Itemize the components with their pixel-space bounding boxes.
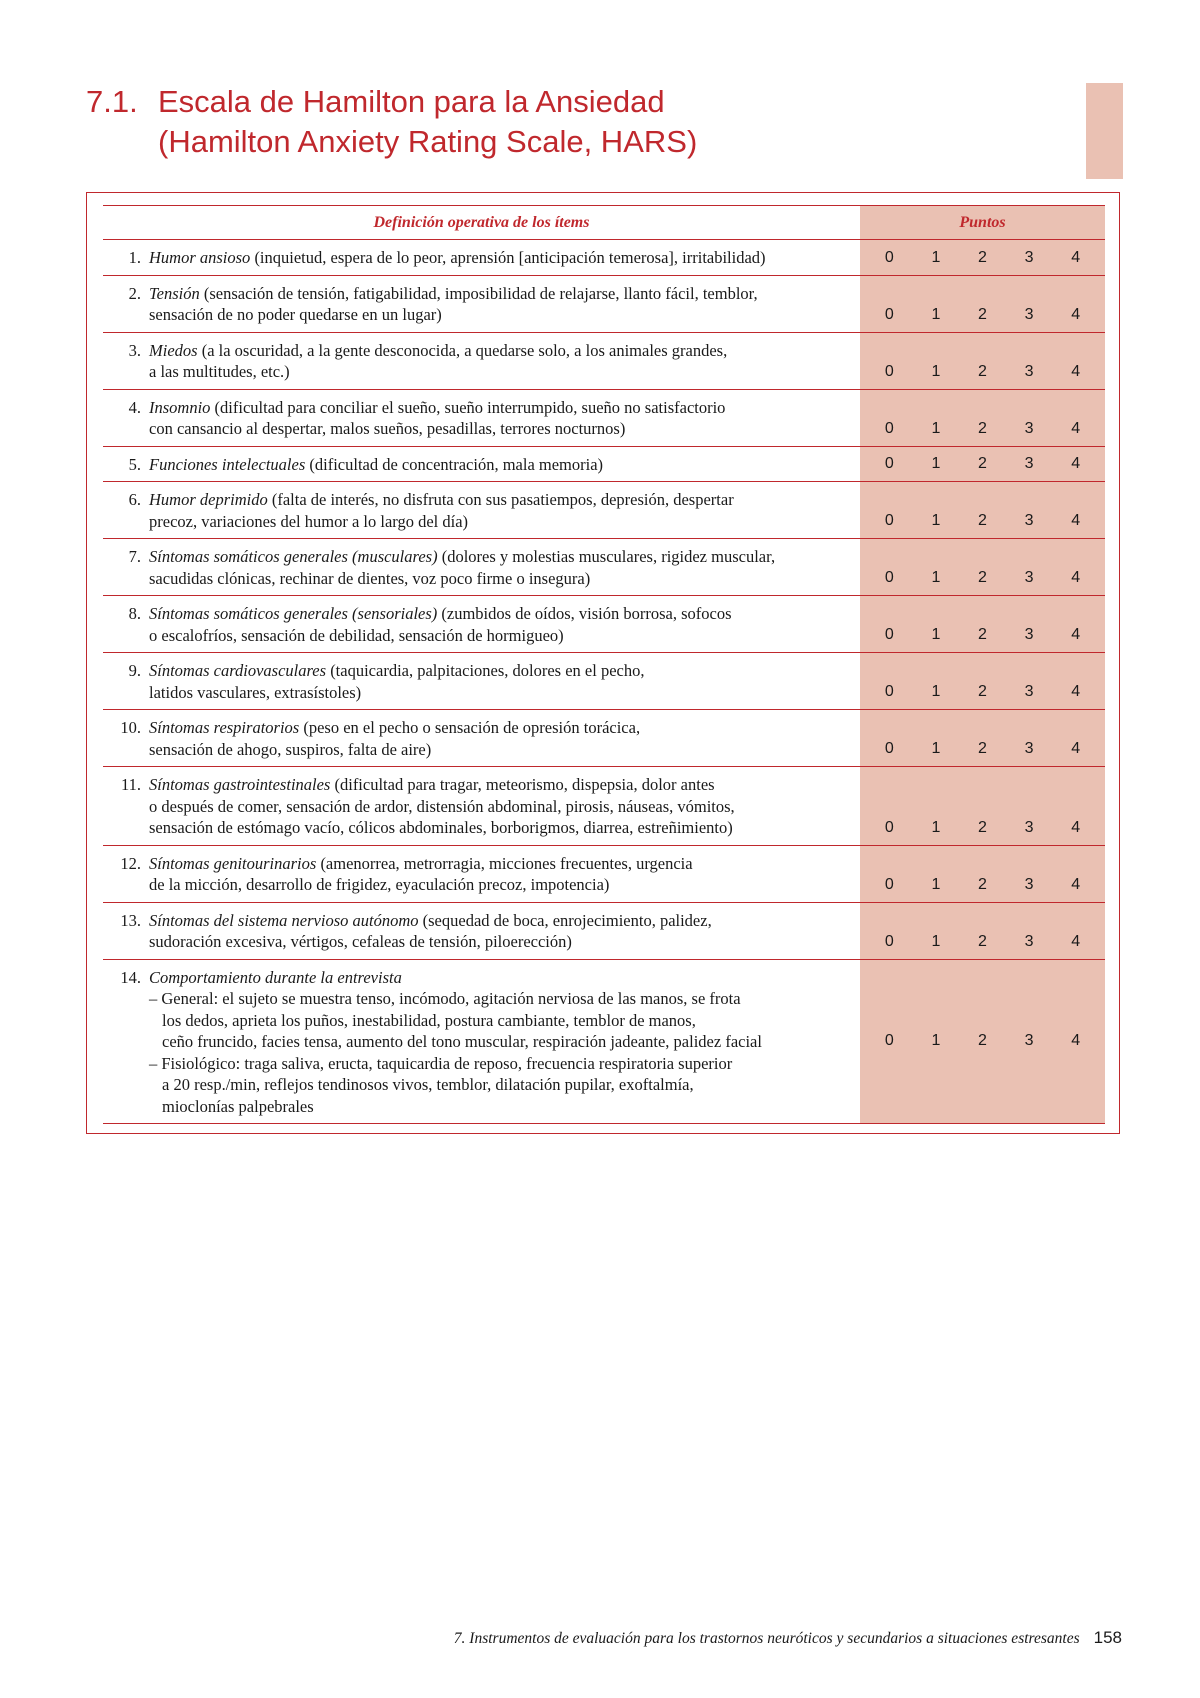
item-definition bbox=[103, 446, 860, 482]
score-2[interactable]: 2 bbox=[978, 932, 987, 950]
item-block bbox=[103, 454, 860, 476]
score-options bbox=[860, 626, 1105, 652]
bullet-line: los dedos, aprieta los puños, inestabilidad, postura cambiante, temblor de manos, bbox=[162, 1010, 696, 1030]
score-2[interactable]: 2 bbox=[978, 248, 987, 266]
score-options bbox=[860, 306, 1105, 332]
score-1[interactable]: 1 bbox=[931, 455, 941, 472]
score-0[interactable]: 0 bbox=[884, 362, 894, 380]
item-block bbox=[103, 283, 860, 326]
item-definition bbox=[103, 596, 860, 653]
item-definition bbox=[103, 653, 860, 710]
item-block bbox=[103, 910, 860, 953]
score-2[interactable]: 2 bbox=[978, 683, 987, 700]
page-number: 158 bbox=[1093, 1628, 1122, 1647]
item-definition bbox=[103, 482, 860, 539]
item-definition bbox=[103, 959, 860, 1124]
score-3[interactable]: 3 bbox=[1024, 305, 1034, 323]
score-3[interactable]: 3 bbox=[1024, 1032, 1034, 1050]
item-number: 8. bbox=[128, 604, 141, 623]
score-0[interactable]: 0 bbox=[884, 683, 894, 700]
points-header: Puntos bbox=[860, 206, 1105, 240]
item-text bbox=[149, 717, 860, 760]
item-desc-line: con cansancio al despertar, malos sueños, pesadillas, terrores nocturnos) bbox=[149, 419, 626, 438]
item-block bbox=[103, 967, 860, 1118]
hars-table bbox=[103, 205, 1105, 1124]
score-0[interactable]: 0 bbox=[884, 569, 894, 586]
table-row bbox=[103, 332, 1105, 389]
table-body bbox=[103, 240, 1105, 1124]
item-name: Síntomas somáticos generales (musculares) bbox=[149, 547, 438, 566]
score-2[interactable]: 2 bbox=[978, 455, 987, 472]
item-text bbox=[149, 397, 860, 440]
item-text bbox=[149, 546, 860, 589]
item-desc-line: sacudidas clónicas, rechinar de dientes, voz poco firme o insegura) bbox=[149, 568, 591, 588]
score-3[interactable]: 3 bbox=[1024, 683, 1034, 700]
item-text bbox=[149, 660, 860, 703]
item-number: 12. bbox=[120, 853, 141, 873]
bullet-line: – Fisiológico: traga saliva, eructa, taquicardia de reposo, frecuencia respiratoria superior bbox=[149, 1053, 733, 1073]
table-row bbox=[103, 389, 1105, 446]
score-options bbox=[860, 363, 1105, 389]
title-line-1: Escala de Hamilton para la Ansiedad bbox=[158, 84, 665, 119]
table-row bbox=[103, 240, 1105, 276]
item-points bbox=[860, 389, 1105, 446]
item-text bbox=[149, 247, 860, 269]
score-2[interactable]: 2 bbox=[978, 875, 987, 893]
table-row bbox=[103, 959, 1105, 1124]
item-number: 13. bbox=[120, 910, 141, 930]
score-0[interactable]: 0 bbox=[884, 512, 894, 529]
score-options bbox=[860, 512, 1105, 538]
item-desc: (dificultad de concentración, mala memoria) bbox=[305, 454, 604, 474]
item-line bbox=[149, 910, 860, 932]
item-name: Síntomas somáticos generales (sensoriales) bbox=[149, 604, 438, 623]
item-number: 9. bbox=[128, 661, 141, 680]
score-2[interactable]: 2 bbox=[978, 626, 987, 643]
score-3[interactable]: 3 bbox=[1024, 875, 1034, 893]
score-1[interactable]: 1 bbox=[931, 740, 941, 757]
item-desc: (dolores y molestias musculares, rigidez muscular, bbox=[437, 547, 776, 566]
score-1[interactable]: 1 bbox=[931, 305, 941, 323]
table-row bbox=[103, 482, 1105, 539]
score-4[interactable]: 4 bbox=[1071, 305, 1081, 323]
item-line bbox=[149, 397, 860, 419]
score-1[interactable]: 1 bbox=[931, 683, 941, 700]
item-number: 10. bbox=[120, 718, 141, 737]
item-block bbox=[103, 774, 860, 839]
item-block bbox=[103, 660, 860, 703]
item-number: 3. bbox=[128, 340, 141, 360]
score-1[interactable]: 1 bbox=[931, 932, 941, 950]
score-1[interactable]: 1 bbox=[931, 512, 941, 529]
score-options bbox=[860, 819, 1105, 845]
item-desc: (taquicardia, palpitaciones, dolores en el pecho, bbox=[326, 661, 645, 680]
item-line bbox=[149, 340, 860, 362]
item-desc: (peso en el pecho o sensación de opresión torácica, bbox=[299, 718, 641, 737]
item-points bbox=[860, 767, 1105, 846]
item-desc: (amenorrea, metrorragia, micciones frecuentes, urgencia bbox=[316, 853, 693, 873]
item-line bbox=[149, 660, 860, 682]
item-points bbox=[860, 902, 1105, 959]
score-0[interactable]: 0 bbox=[884, 248, 894, 266]
item-desc-line: o después de comer, sensación de ardor, distensión abdominal, pirosis, náuseas, vómitos, bbox=[149, 796, 735, 816]
bullet-line: mioclonías palpebrales bbox=[162, 1096, 314, 1116]
item-block bbox=[103, 546, 860, 589]
item-line bbox=[149, 283, 860, 305]
item-desc-line: precoz, variaciones del humor a lo largo del día) bbox=[149, 511, 469, 531]
score-1[interactable]: 1 bbox=[931, 248, 941, 266]
score-4[interactable]: 4 bbox=[1071, 569, 1081, 586]
table-header-row bbox=[103, 206, 1105, 240]
item-definition bbox=[103, 275, 860, 332]
item-definition bbox=[103, 539, 860, 596]
score-1[interactable]: 1 bbox=[931, 875, 941, 893]
item-text bbox=[149, 283, 860, 326]
table-row bbox=[103, 902, 1105, 959]
item-line bbox=[149, 774, 860, 796]
score-4[interactable]: 4 bbox=[1071, 512, 1081, 529]
score-0[interactable]: 0 bbox=[884, 305, 894, 323]
table-row bbox=[103, 539, 1105, 596]
item-name: Síntomas genitourinarios bbox=[149, 853, 317, 873]
score-0[interactable]: 0 bbox=[884, 932, 894, 950]
title-line-2: (Hamilton Anxiety Rating Scale, HARS) bbox=[158, 124, 698, 159]
item-line bbox=[149, 603, 860, 625]
score-options bbox=[860, 569, 1105, 595]
item-desc-line: latidos vasculares, extrasístoles) bbox=[149, 682, 362, 702]
item-name: Síntomas respiratorios bbox=[149, 718, 300, 737]
score-0[interactable]: 0 bbox=[884, 875, 894, 893]
score-0[interactable]: 0 bbox=[884, 818, 894, 836]
item-name: Síntomas del sistema nervioso autónomo bbox=[149, 910, 419, 930]
item-definition bbox=[103, 240, 860, 276]
item-points bbox=[860, 482, 1105, 539]
score-options bbox=[860, 933, 1105, 959]
score-4[interactable]: 4 bbox=[1071, 818, 1081, 836]
scale-frame bbox=[86, 192, 1120, 1134]
item-name: Síntomas gastrointestinales bbox=[149, 775, 331, 794]
score-options bbox=[860, 876, 1105, 902]
score-3[interactable]: 3 bbox=[1024, 248, 1034, 266]
score-3[interactable]: 3 bbox=[1024, 818, 1034, 836]
chapter-tab bbox=[1086, 83, 1123, 179]
score-4[interactable]: 4 bbox=[1071, 248, 1081, 266]
item-line bbox=[149, 546, 860, 568]
score-4[interactable]: 4 bbox=[1071, 740, 1081, 757]
item-desc-line: a las multitudes, etc.) bbox=[149, 362, 290, 381]
item-definition bbox=[103, 845, 860, 902]
item-points bbox=[860, 596, 1105, 653]
bullet-line: a 20 resp./min, reflejos tendinosos vivos, temblor, dilatación pupilar, exoftalmía, bbox=[162, 1075, 694, 1094]
item-definition bbox=[103, 710, 860, 767]
score-3[interactable]: 3 bbox=[1024, 455, 1034, 472]
item-line bbox=[149, 967, 860, 989]
item-name: Miedos bbox=[149, 340, 198, 360]
item-number: 6. bbox=[128, 490, 141, 509]
table-row bbox=[103, 275, 1105, 332]
score-3[interactable]: 3 bbox=[1024, 419, 1034, 437]
item-points bbox=[860, 653, 1105, 710]
item-text bbox=[149, 603, 860, 646]
item-definition bbox=[103, 332, 860, 389]
score-3[interactable]: 3 bbox=[1024, 626, 1034, 643]
item-text bbox=[149, 853, 860, 896]
score-0[interactable]: 0 bbox=[884, 419, 894, 437]
score-3[interactable]: 3 bbox=[1024, 512, 1034, 529]
score-0[interactable]: 0 bbox=[884, 1032, 894, 1050]
item-name: Insomnio bbox=[149, 397, 211, 417]
item-block bbox=[103, 397, 860, 440]
item-definition bbox=[103, 767, 860, 846]
item-desc-line: de la micción, desarrollo de frigidez, eyaculación precoz, impotencia) bbox=[149, 875, 610, 894]
score-4[interactable]: 4 bbox=[1071, 362, 1081, 380]
score-1[interactable]: 1 bbox=[931, 362, 941, 380]
item-text bbox=[149, 774, 860, 839]
item-number: 14. bbox=[120, 967, 141, 987]
item-points bbox=[860, 240, 1105, 276]
item-desc: (dificultad para conciliar el sueño, sueño interrumpido, sueño no satisfactorio bbox=[210, 397, 726, 417]
score-1[interactable]: 1 bbox=[931, 569, 941, 586]
score-options bbox=[860, 249, 1105, 275]
item-block bbox=[103, 603, 860, 646]
score-options bbox=[860, 740, 1105, 766]
item-number: 1. bbox=[128, 248, 141, 267]
table-row bbox=[103, 596, 1105, 653]
item-line bbox=[149, 853, 860, 875]
item-name: Comportamiento durante la entrevista bbox=[149, 967, 402, 987]
score-0[interactable]: 0 bbox=[884, 740, 894, 757]
item-text bbox=[149, 967, 860, 1118]
definition-header: Definición operativa de los ítems bbox=[103, 206, 860, 240]
score-2[interactable]: 2 bbox=[978, 1032, 987, 1050]
score-options bbox=[860, 683, 1105, 709]
score-1[interactable]: 1 bbox=[931, 1032, 941, 1050]
item-block bbox=[103, 489, 860, 532]
table-row bbox=[103, 446, 1105, 482]
item-desc-line: sudoración excesiva, vértigos, cefaleas de tensión, piloerección) bbox=[149, 932, 572, 951]
score-2[interactable]: 2 bbox=[978, 569, 987, 586]
page-title bbox=[86, 82, 697, 162]
item-points bbox=[860, 332, 1105, 389]
score-4[interactable]: 4 bbox=[1071, 932, 1081, 950]
page-footer bbox=[330, 1628, 1122, 1648]
item-block bbox=[103, 340, 860, 383]
score-4[interactable]: 4 bbox=[1071, 1032, 1081, 1050]
table-row bbox=[103, 653, 1105, 710]
item-name: Humor ansioso bbox=[149, 248, 251, 267]
item-number: 4. bbox=[128, 397, 141, 417]
bullet-line: – General: el sujeto se muestra tenso, incómodo, agitación nerviosa de las manos, se frota bbox=[149, 989, 741, 1008]
item-desc: (dificultad para tragar, meteorismo, dispepsia, dolor antes bbox=[330, 775, 715, 794]
score-3[interactable]: 3 bbox=[1024, 362, 1034, 380]
item-points bbox=[860, 845, 1105, 902]
item-number: 2. bbox=[128, 283, 141, 303]
table-row bbox=[103, 710, 1105, 767]
score-1[interactable]: 1 bbox=[931, 626, 941, 643]
item-name: Tensión bbox=[149, 283, 200, 303]
item-points bbox=[860, 710, 1105, 767]
item-text bbox=[149, 340, 860, 383]
item-desc-line: sensación de no poder quedarse en un lugar) bbox=[149, 305, 442, 324]
item-number: 11. bbox=[120, 775, 141, 794]
item-definition bbox=[103, 902, 860, 959]
item-block bbox=[103, 247, 860, 269]
item-name: Humor deprimido bbox=[149, 490, 268, 509]
score-4[interactable]: 4 bbox=[1071, 875, 1081, 893]
score-4[interactable]: 4 bbox=[1071, 683, 1081, 700]
item-line bbox=[149, 489, 860, 511]
score-2[interactable]: 2 bbox=[978, 818, 987, 836]
item-block bbox=[103, 717, 860, 760]
bullet-line: ceño fruncido, facies tensa, aumento del tono muscular, respiración jadeante, palidez facial bbox=[162, 1032, 762, 1051]
item-desc-line: sensación de ahogo, suspiros, falta de aire) bbox=[149, 739, 432, 759]
table-row bbox=[103, 767, 1105, 846]
item-points bbox=[860, 959, 1105, 1124]
score-1[interactable]: 1 bbox=[931, 818, 941, 836]
score-4[interactable]: 4 bbox=[1071, 626, 1081, 643]
item-line bbox=[149, 247, 860, 269]
item-desc: (inquietud, espera de lo peor, aprensión [anticipación temerosa], irritabilidad) bbox=[250, 248, 766, 267]
item-block bbox=[103, 853, 860, 896]
score-0[interactable]: 0 bbox=[884, 455, 894, 472]
score-4[interactable]: 4 bbox=[1071, 455, 1081, 472]
item-desc: (sensación de tensión, fatigabilidad, imposibilidad de relajarse, llanto fácil, temblor, bbox=[199, 283, 758, 303]
score-3[interactable]: 3 bbox=[1024, 569, 1034, 586]
item-name: Síntomas cardiovasculares bbox=[149, 661, 327, 680]
score-2[interactable]: 2 bbox=[978, 305, 987, 323]
score-options bbox=[860, 455, 1105, 481]
item-desc: (sequedad de boca, enrojecimiento, palidez, bbox=[418, 910, 712, 930]
item-desc: (falta de interés, no disfruta con sus pasatiempos, depresión, despertar bbox=[267, 490, 734, 509]
item-line bbox=[149, 717, 860, 739]
score-0[interactable]: 0 bbox=[884, 626, 894, 643]
score-3[interactable]: 3 bbox=[1024, 740, 1034, 757]
item-text bbox=[149, 910, 860, 953]
score-2[interactable]: 2 bbox=[978, 362, 987, 380]
score-3[interactable]: 3 bbox=[1024, 932, 1034, 950]
item-name: Funciones intelectuales bbox=[149, 454, 306, 474]
table-row bbox=[103, 845, 1105, 902]
score-2[interactable]: 2 bbox=[978, 740, 987, 757]
item-text bbox=[149, 489, 860, 532]
score-2[interactable]: 2 bbox=[978, 419, 987, 437]
section-number: 7.1. bbox=[86, 84, 138, 119]
item-desc: (a la oscuridad, a la gente desconocida, a quedarse solo, a los animales grandes, bbox=[197, 340, 728, 360]
item-text bbox=[149, 454, 860, 476]
item-line bbox=[149, 454, 860, 476]
score-options bbox=[860, 1032, 1105, 1050]
item-number: 7. bbox=[128, 547, 141, 566]
item-points bbox=[860, 446, 1105, 482]
item-desc: (zumbidos de oídos, visión borrosa, sofocos bbox=[437, 604, 732, 623]
item-definition bbox=[103, 389, 860, 446]
score-2[interactable]: 2 bbox=[978, 512, 987, 529]
item-points bbox=[860, 275, 1105, 332]
item-number: 5. bbox=[128, 454, 141, 474]
item-points bbox=[860, 539, 1105, 596]
score-1[interactable]: 1 bbox=[931, 419, 941, 437]
item-desc-line: sensación de estómago vacío, cólicos abdominales, borborigmos, diarrea, estreñimiento) bbox=[149, 818, 733, 837]
score-options bbox=[860, 420, 1105, 446]
footer-text: 7. Instrumentos de evaluación para los trastornos neuróticos y secundarios a situaciones estresantes bbox=[453, 1630, 1080, 1647]
score-4[interactable]: 4 bbox=[1071, 419, 1081, 437]
item-desc-line: o escalofríos, sensación de debilidad, sensación de hormigueo) bbox=[149, 625, 564, 645]
